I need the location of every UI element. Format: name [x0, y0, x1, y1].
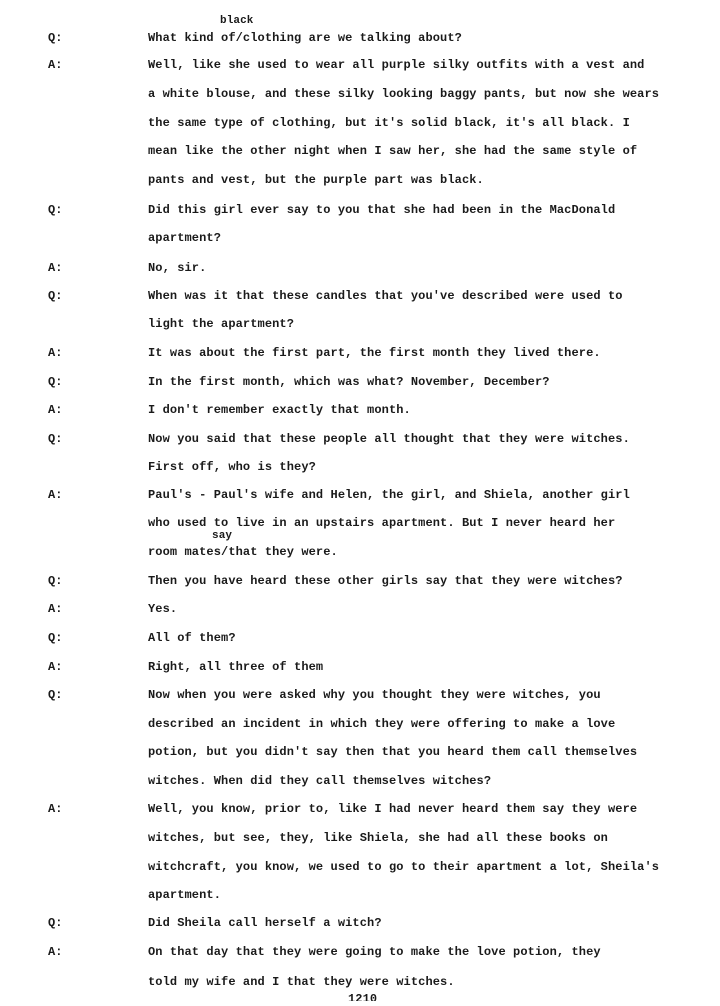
speaker-label: A: [48, 261, 63, 275]
speaker-label: A: [48, 660, 63, 674]
transcript-line: mean like the other night when I saw her, she had the same style of [148, 144, 638, 158]
transcript-line: room mates/that they were. [148, 545, 338, 559]
page-number: 1210 [348, 992, 378, 1001]
transcript-line: who used to live in an upstairs apartment. But I never heard her [148, 516, 616, 530]
transcript-line: Paul's - Paul's wife and Helen, the girl, and Shiela, another girl [148, 488, 630, 502]
transcript-line: pants and vest, but the purple part was black. [148, 173, 484, 187]
transcript-line: apartment. [148, 888, 222, 902]
transcript-line: Did Sheila call herself a witch? [148, 916, 382, 930]
transcript-line: described an incident in which they were offering to make a love [148, 717, 616, 731]
speaker-label: A: [48, 346, 63, 360]
transcript-line: All of them? [148, 631, 236, 645]
transcript-line: potion, but you didn't say then that you heard them call themselves [148, 745, 638, 759]
transcript-line: Now you said that these people all thought that they were witches. [148, 432, 630, 446]
transcript-line: Right, all three of them [148, 660, 324, 674]
transcript-line: Now when you were asked why you thought they were witches, you [148, 688, 601, 702]
speaker-label: A: [48, 488, 63, 502]
transcript-line: It was about the first part, the first month they lived there. [148, 346, 601, 360]
transcript-line: I don't remember exactly that month. [148, 403, 411, 417]
speaker-label: A: [48, 802, 63, 816]
transcript-line: First off, who is they? [148, 460, 316, 474]
speaker-label: A: [48, 945, 63, 959]
transcript-line: No, sir. [148, 261, 207, 275]
transcript-line: witches. When did they call themselves witches? [148, 774, 492, 788]
transcript-line: Did this girl ever say to you that she had been in the MacDonald [148, 203, 616, 217]
transcript-line: a white blouse, and these silky looking baggy pants, but now she wears [148, 87, 660, 101]
speaker-label: Q: [48, 203, 63, 217]
insertion-say: say [212, 530, 233, 542]
speaker-label: A: [48, 403, 63, 417]
transcript-line: apartment? [148, 231, 222, 245]
transcript-line: Yes. [148, 602, 178, 616]
speaker-label: Q: [48, 631, 63, 645]
transcript-line: Then you have heard these other girls say that they were witches? [148, 574, 623, 588]
speaker-label: Q: [48, 375, 63, 389]
transcript-line: When was it that these candles that you've described were used to [148, 289, 623, 303]
transcript-line: Well, like she used to wear all purple silky outfits with a vest and [148, 58, 645, 72]
speaker-label: Q: [48, 574, 63, 588]
speaker-label: A: [48, 602, 63, 616]
insertion-black: black [220, 15, 254, 27]
speaker-label: A: [48, 58, 63, 72]
transcript-line: On that day that they were going to make the love potion, they [148, 945, 601, 959]
transcript-line: In the first month, which was what? November, December? [148, 375, 550, 389]
speaker-label: Q: [48, 688, 63, 702]
transcript-line: the same type of clothing, but it's solid black, it's all black. I [148, 116, 630, 130]
transcript-line: witchcraft, you know, we used to go to their apartment a lot, Sheila's [148, 860, 660, 874]
speaker-label: Q: [48, 289, 63, 303]
speaker-label: Q: [48, 916, 63, 930]
transcript-line: Well, you know, prior to, like I had never heard them say they were [148, 802, 638, 816]
transcript-line: told my wife and I that they were witches. [148, 975, 455, 989]
speaker-label: Q: [48, 31, 63, 45]
transcript-line: What kind of/clothing are we talking about? [148, 31, 462, 45]
transcript-line: light the apartment? [148, 317, 295, 331]
speaker-label: Q: [48, 432, 63, 446]
transcript-line: witches, but see, they, like Shiela, she had all these books on [148, 831, 608, 845]
